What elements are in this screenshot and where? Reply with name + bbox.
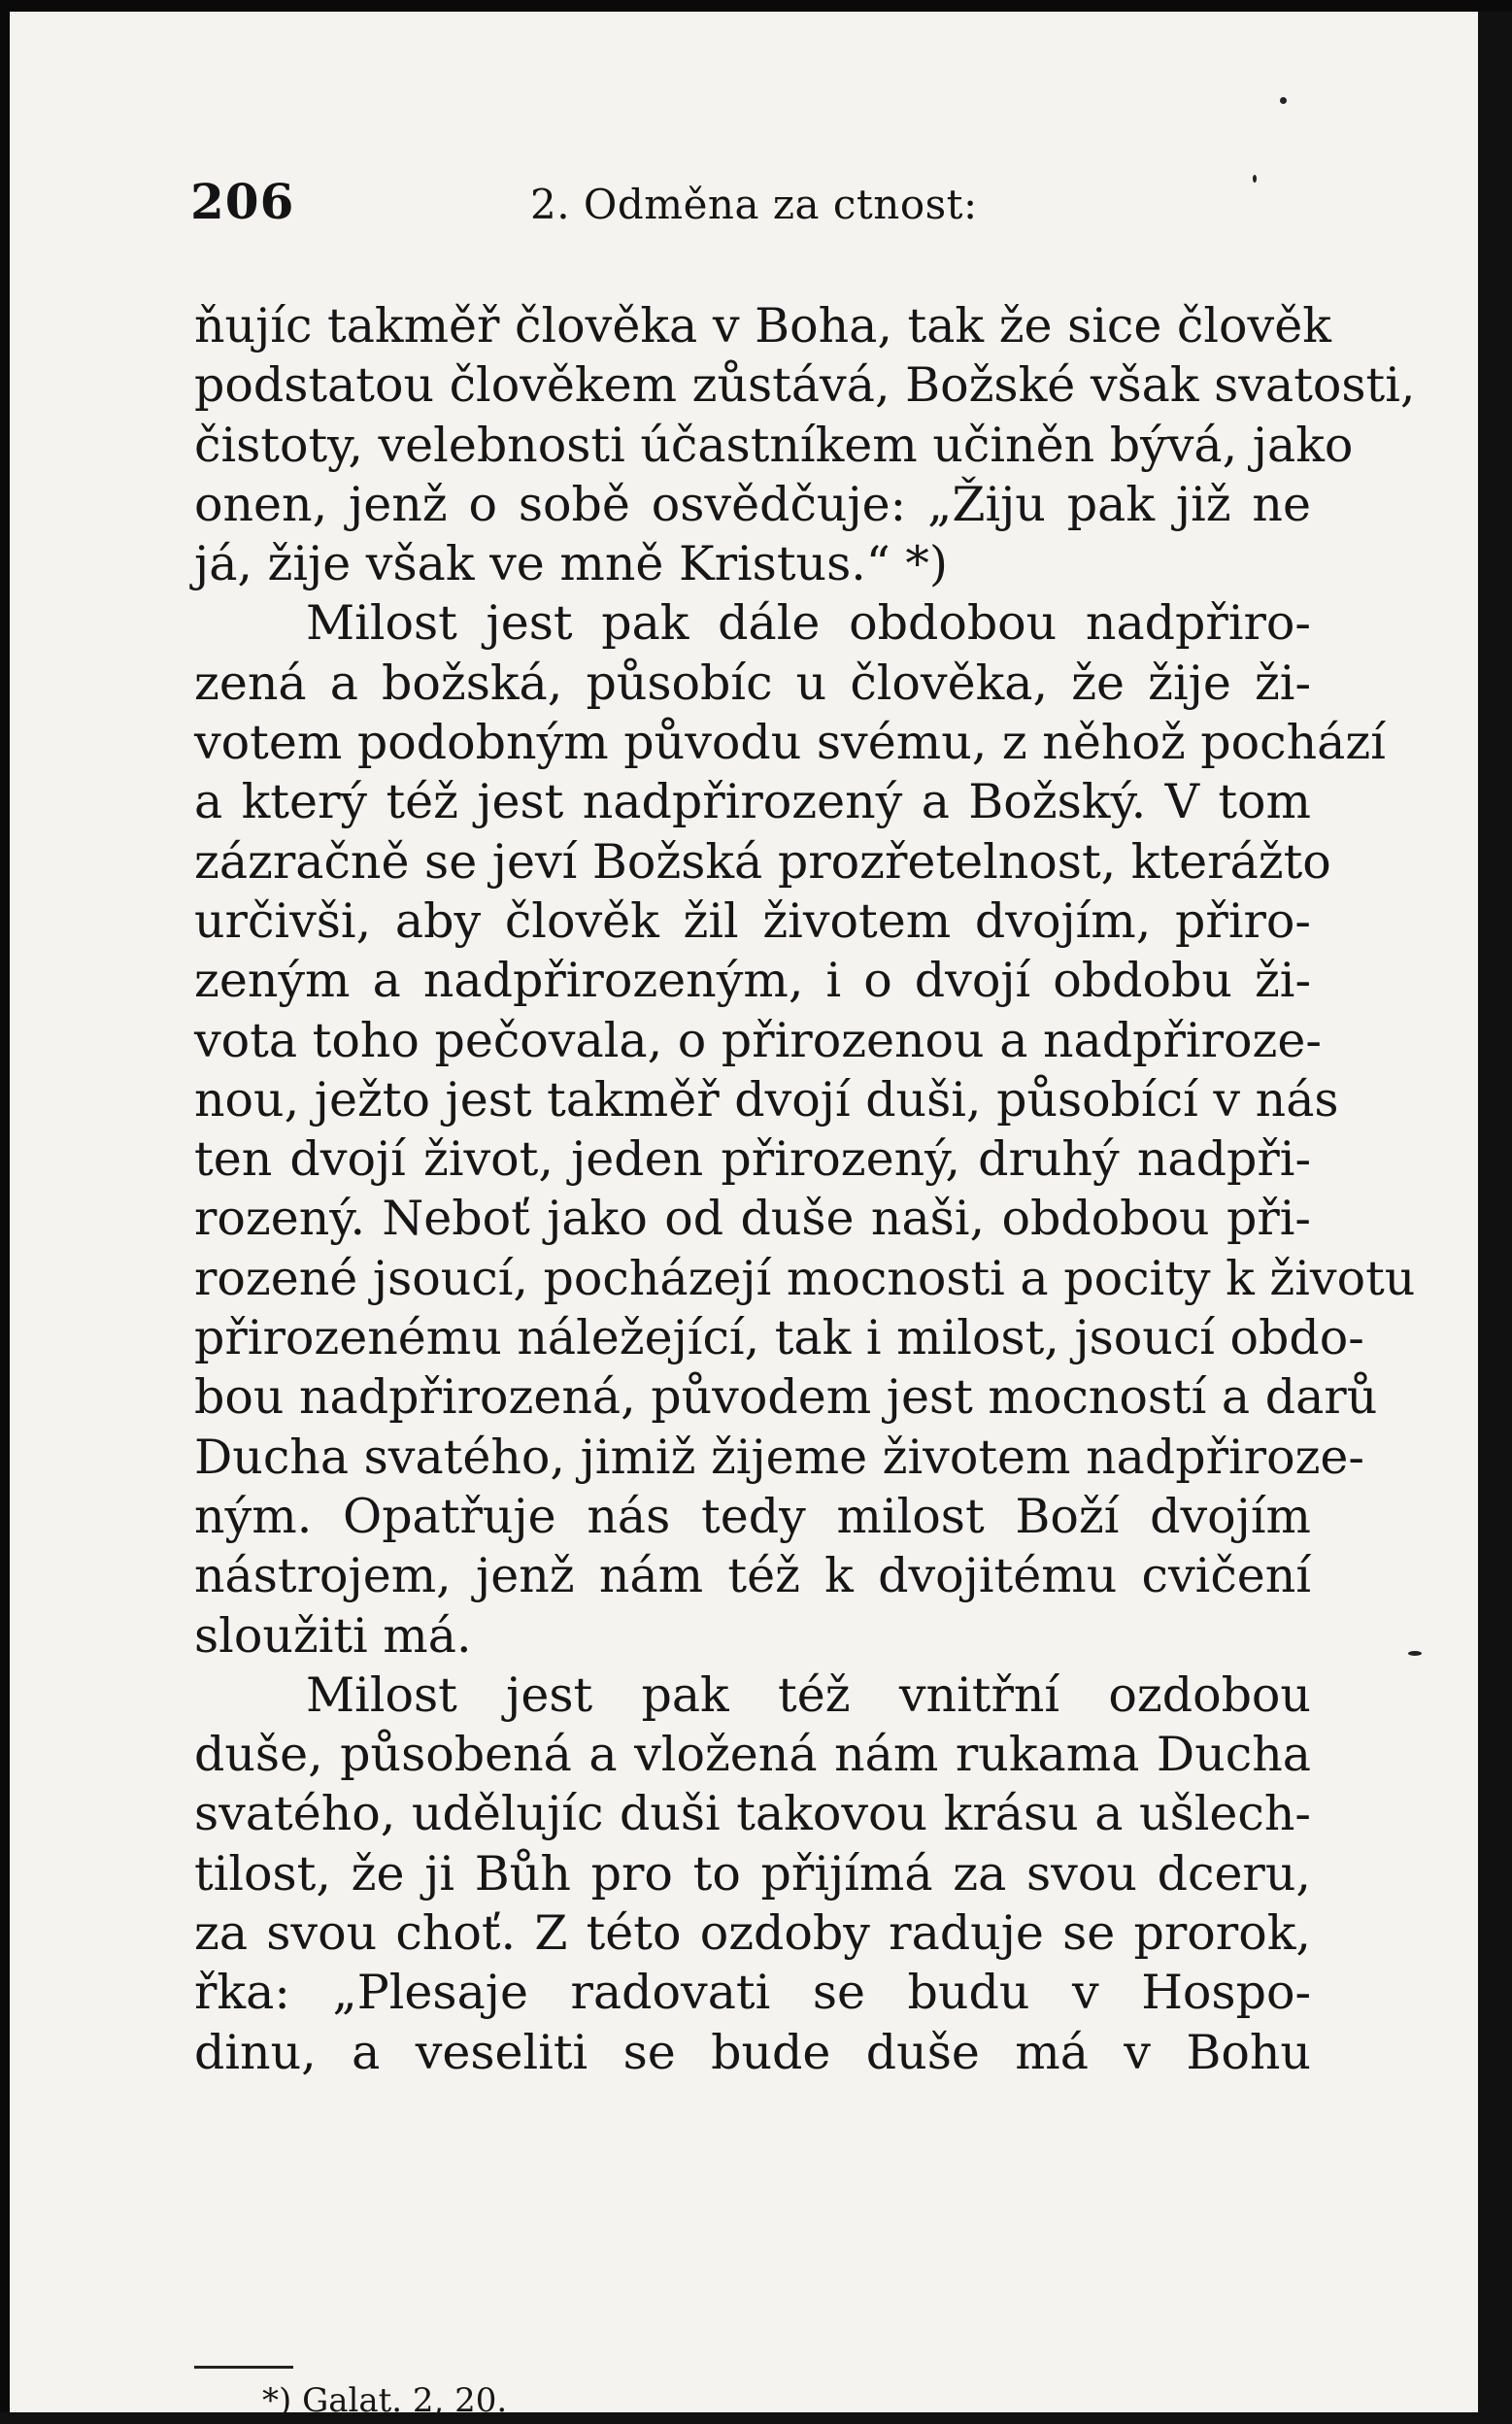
text-line: určivši, aby člověk žil životem dvojím, přiro- <box>194 892 1311 949</box>
text-line: rozené jsoucí, pocházejí mocnosti a pocity k životu <box>194 1250 1416 1306</box>
text-line: za svou choť. Z této ozdoby raduje se prorok, <box>194 1905 1311 1962</box>
text-line: ten dvojí život, jeden přirozený, druhý nadpři- <box>194 1131 1311 1188</box>
text-line: onen, jenž o sobě osvědčuje: „Žiju pak již ne <box>194 476 1311 532</box>
footnote-divider <box>194 2366 293 2369</box>
text-line: zeným a nadpřirozeným, i o dvojí obdobu ži- <box>194 953 1311 1009</box>
running-title: 2. Odměna za ctnost: <box>530 181 978 228</box>
text-line: tilost, že ji Bůh pro to přijímá za svou dceru, <box>194 1845 1311 1902</box>
scan-edge-right <box>1478 12 1512 2424</box>
text-line: vota toho pečovala, o přirozenou a nadpřiroze- <box>194 1012 1322 1068</box>
text-line: svatého, udělujíc duši takovou krásu a ušlech- <box>194 1786 1311 1842</box>
text-line: Ducha svatého, jimiž žijeme životem nadpřiroze- <box>194 1429 1364 1485</box>
text-line: rozený. Neboť jako od duše naši, obdobou při- <box>194 1191 1311 1247</box>
scan-speck <box>1408 1651 1422 1656</box>
scan-speck <box>1253 175 1257 183</box>
text-line: bou nadpřirozená, původem jest mocností a darů <box>194 1369 1378 1426</box>
page-number: 206 <box>190 173 295 230</box>
text-line: přirozenému náležející, tak i milost, jsoucí obdo- <box>194 1310 1364 1366</box>
text-line: zázračně se jeví Božská prozřetelnost, kterážto <box>194 833 1331 890</box>
text-line: podstatou člověkem zůstává, Božské však svatosti, <box>194 357 1416 414</box>
page-header <box>190 173 1307 243</box>
text-line: nou, ježto jest takměř dvojí duši, působící v nás <box>194 1071 1339 1128</box>
text-line: ňujíc takměř člověka v Boha, tak že sice člověk <box>194 298 1331 354</box>
text-line: a který též jest nadpřirozený a Božský. V tom <box>194 774 1311 830</box>
text-line: votem podobným původu svému, z něhož pochází <box>194 715 1386 771</box>
text-line: čistoty, velebnosti účastníkem učiněn bývá, jako <box>194 417 1354 473</box>
text-line: řka: „Plesaje radovati se budu v Hospo- <box>194 1965 1311 2021</box>
text-line: nástrojem, jenž nám též k dvojitému cvičení <box>194 1548 1311 1604</box>
scan-speck <box>1280 97 1287 104</box>
text-line: Milost jest pak dále obdobou nadpřiro- <box>306 595 1311 652</box>
text-line: dinu, a veseliti se bude duše má v Bohu <box>194 2024 1311 2080</box>
text-line: ným. Opatřuje nás tedy milost Boží dvojím <box>194 1488 1311 1544</box>
footnote: *) Galat. 2, 20. <box>262 2381 508 2420</box>
text-line: duše, působená a vložená nám rukama Ducha <box>194 1727 1311 1783</box>
scan-edge-bottom <box>0 2412 1512 2424</box>
page-body <box>194 296 1416 2082</box>
text-line: já, žije však ve mně Kristus.“ *) <box>194 536 949 592</box>
text-line: Milost jest pak též vnitřní ozdobou <box>306 1666 1311 1723</box>
text-line: zená a božská, působíc u člověka, že žije ži- <box>194 655 1311 711</box>
text-line: sloužiti má. <box>194 1607 472 1664</box>
